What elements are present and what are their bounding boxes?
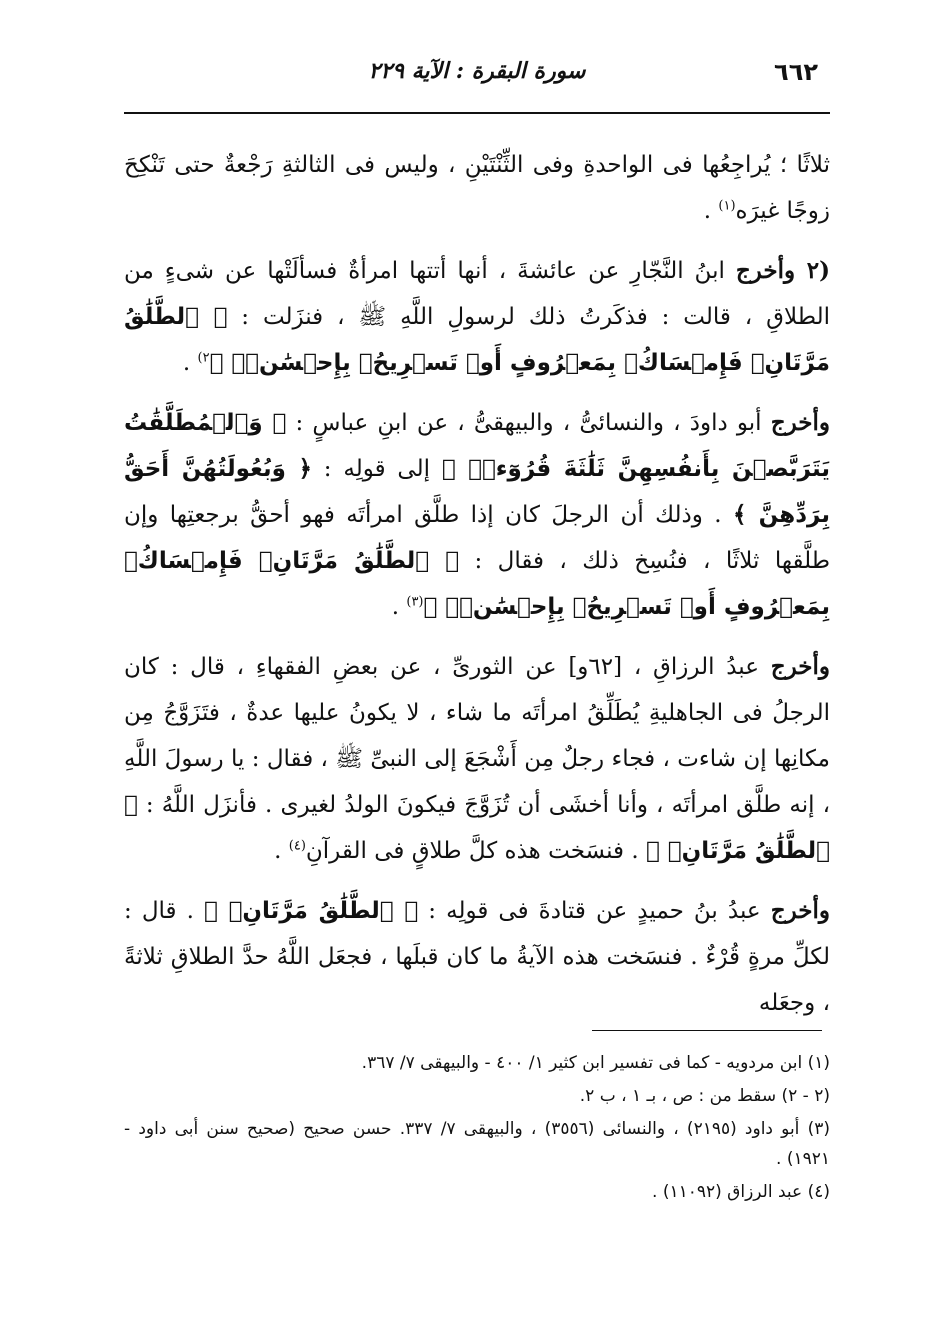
quran-verse: ﴿ ٱلطَّلَٰقُ مَرَّتَانِۖ ﴾ [124,792,830,864]
page-header [124,58,830,98]
footnote-ref: (٤) [288,838,306,854]
footnote-ref: (١) [718,198,736,214]
quran-verse: ﴿ ٱلطَّلَٰقُ مَرَّتَانِۖ ﴾ [204,898,419,924]
paragraph-4: وأخرج عبدُ الرزاقِ ، [٦٢و] عن الثورىِّ ، عن بعضِ الفقهاءِ ، قال : كان الرجلُ فى الجاهليةِ يُطَلِّقُ امرأتَه ما شاء ، لا يكونُ عليها عدةٌ ، فتَزَوَّجُ مِن مكانِها إن شاءت ، فجاء رجلٌ مِن أَشْجَعَ إلى النبىِّ ﷺ ، فقال : يا رسولَ اللَّهِ ، إنه طلَّق امرأتَه ، وأنا أخشَى أن تُزَوَّجَ فيكونَ الولدُ لغيرى . فأنزَل اللَّهُ : ﴿ ٱلطَّلَٰقُ مَرَّتَانِۖ ﴾ . فنسَخت هذه كلَّ طلاقٍ فى القرآنِ$^{(٤)}$ . [124,653,830,864]
paragraph-lead: وأخرج [770,409,830,436]
paragraph-1: ثلاثًا ؛ يُراجِعُها فى الواحدةِ وفى الثِّنْتَيْنِ ، وليس فى الثالثةِ رَجْعةٌ حتى تَنْكِحَ زوجًا غيرَه$^{(١)}$ . [124,152,830,224]
footnote-ref: ٢) [197,350,210,366]
quran-verse: ﴿ ٱلطَّلَٰقُ مَرَّتَانِۖ فَإِمۡسَاكُۢ بِمَعۡرُوفٍ أَوۡ تَسۡرِيحُۢ بِإِحۡسَٰنٖۗ ﴾ [124,548,830,620]
paragraph-2: (٢ وأخرج ابنُ النَّجّارِ عن عائشةَ ، أنها أتتها امرأةٌ فسألَتْها عن شىءٍ من الطلاقِ ، قالت : فذكَرتُ ذلك لرسولِ اللَّهِ ﷺ ، فنزَلت : ﴿ ٱلطَّلَٰقُ مَرَّتَانِۖ فَإِمۡسَاكُۢ بِمَعۡرُوفٍ أَوۡ تَسۡرِيحُۢ بِإِحۡسَٰنٖۗ ﴾$^{٢)}$ . [124,257,830,376]
footnotes [124,1048,830,1210]
main-text [124,142,830,1040]
quran-verse: ﴿ وَٱلۡمُطَلَّقَٰتُ يَتَرَبَّصۡنَ بِأَنفُسِهِنَّ ثَلَٰثَةَ قُرُوٓءٖۚ ﴾ [124,410,830,482]
footnote-3: (٣) أبو داود (٢١٩٥) ، والنسائى (٣٥٥٦) ، والبيهقى ٧/ ٣٣٧. حسن صحيح (صحيح سنن أبى داود - ١٩٢١) . [124,1119,830,1169]
paragraph-lead: وأخرج [770,653,830,680]
paragraph-5: وأخرج عبدُ بنُ حميدٍ عن قتادةَ فى قولِه : ﴿ ٱلطَّلَٰقُ مَرَّتَانِۖ ﴾ . قال : لكلِّ مرةٍ قُرْءٌ . فنسَخت هذه الآيةُ ما كان قبلَها ، فجعَل اللَّهُ حدَّ الطلاقِ ثلاثةً ، وجعَله [124,897,830,1016]
footnote-1: (١) ابن مردويه - كما فى تفسير ابن كثير ١/ ٤٠٠ - والبيهقى ٧/ ٣٦٧. [361,1053,830,1073]
header-rule [124,112,830,114]
page-number: ٦٦٢ [774,58,818,86]
footnote-separator [592,1030,822,1031]
paragraph-3: وأخرج أبو داودَ ، والنسائىُّ ، والبيهقىُّ ، عن ابنِ عباسٍ : ﴿ وَٱلۡمُطَلَّقَٰتُ يَتَرَبَّصۡنَ بِأَنفُسِهِنَّ ثَلَٰثَةَ قُرُوٓءٖۚ ﴾ إلى قولِه : ﴿ وَبُعُولَتُهُنَّ أَحَقُّ بِرَدِّهِنَّ ﴾ . وذلك أن الرجلَ كان إذا طلَّق امرأتَه فهو أحقُّ برجعتِها وإن طلَّقها ثلاثًا ، فنُسِخ ذلك ، فقال : ﴿ ٱلطَّلَٰقُ مَرَّتَانِۖ فَإِمۡسَاكُۢ بِمَعۡرُوفٍ أَوۡ تَسۡرِيحُۢ بِإِحۡسَٰنٖۗ ﴾$^{(٣)}$ . [124,409,830,620]
paragraph-lead: (٢ وأخرج [735,257,830,284]
footnote-2: (٢ - ٢) سقط من : ص ، بـ ١ ، ب ٢. [579,1086,830,1106]
quran-verse: ﴿ ٱلطَّلَٰقُ مَرَّتَانِۖ فَإِمۡسَاكُۢ بِمَعۡرُوفٍ أَوۡ تَسۡرِيحُۢ بِإِحۡسَٰنٖۗ ﴾ [124,304,830,376]
footnote-ref: (٣) [406,594,424,610]
footnote-4: (٤) عبد الرزاق (١١٠٩٢) . [652,1182,830,1202]
running-title: سورة البقرة : الآية ٢٢٩ [368,58,586,84]
paragraph-lead: وأخرج [770,897,830,924]
quran-verse: ﴿ وَبُعُولَتُهُنَّ أَحَقُّ بِرَدِّهِنَّ ﴾ [124,456,830,528]
